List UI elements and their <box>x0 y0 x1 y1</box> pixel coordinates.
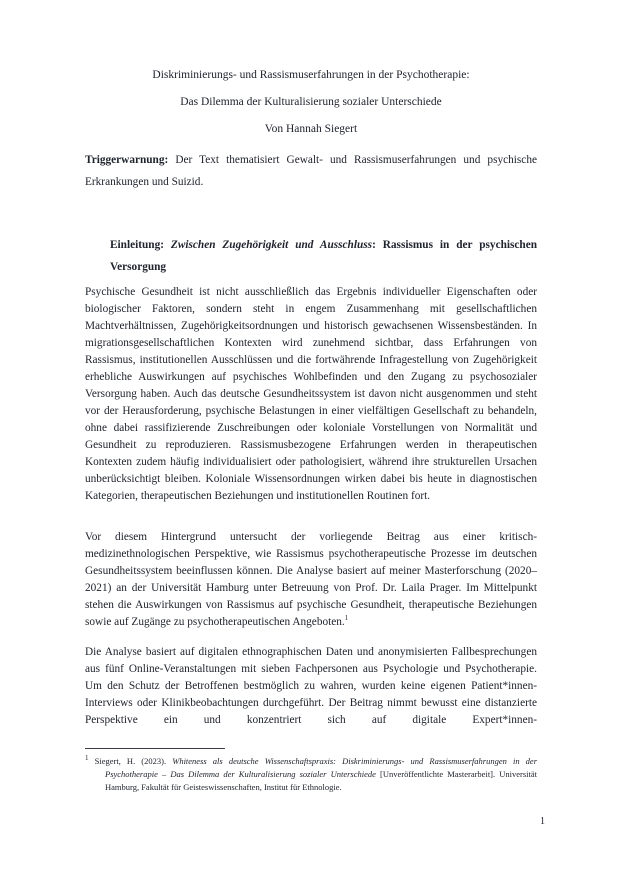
body-paragraph-3: Die Analyse basiert auf digitalen ethnographischen Daten und anonymisierten Fallbesprechungen aus fünf Online-Veranstaltungen mit sieben Fachpersonen aus Psychologie und Psychotherapie. Um den Schutz der Betroffenen bestmöglich zu wahren, wurden keine eigenen Patient*innen-Interviews oder Klinikbeobachtungen durchgeführt. Der Beitrag nimmt bewusst eine distanzierte Perspektive ein und konzentriert sich auf digitale Expert*innen- <box>85 646 537 726</box>
footnote-citation-end: [Unveröffentlichte Masterarbeit]. Universität Hamburg, Fakultät für Geisteswissenschaften, Institut für Ethnologie. <box>105 769 537 792</box>
footnote-citation-start: Siegert, H. (2023). <box>94 756 167 766</box>
trigger-warning <box>85 149 537 193</box>
footnote-citation-title: Whiteness als deutsche Wissenschaftspraxis: Diskriminierungs- und Rassismuserfahrungen in der Psychotherapie – Das Dilemma der Kulturalisierung sozialer Unterschiede <box>105 756 538 779</box>
trigger-warning-label: Triggerwarnung: <box>85 154 169 167</box>
document-title-line-2: Das Dilemma der Kulturalisierung sozialer Unterschiede <box>180 96 442 108</box>
section-heading-italic: Zwischen Zugehörigkeit und Ausschluss <box>170 239 373 251</box>
title-block <box>85 62 537 143</box>
page-number: 1 <box>540 816 545 827</box>
footnote-number: 1 <box>85 754 89 763</box>
body-paragraph-2 <box>85 529 537 631</box>
document-byline: Von Hannah Siegert <box>264 123 358 135</box>
body-paragraph-1: Psychische Gesundheit ist nicht ausschließlich das Ergebnis individueller Eigenschaften oder biologischer Faktoren, sondern steht in engem Zusammenhang mit gesellschaftlichen Machtverhältnissen, Zugehörigkeitsordnungen und historisch gewachsenen Wissensbeständen. In migrationsgesellschaftlichen Kontexten wird zunehmend sichtbar, dass Erfahrungen von Rassismus, institutionellen Ausschlüssen und die fortwährende Infragestellung von Zugehörigkeit erhebliche Auswirkungen auf psychisches Wohlbefinden und den Zugang zu psychosozialer Versorgung haben. Auch das deutsche Gesundheitssystem ist davon nicht ausgenommen und steht vor der Herausforderung, psychische Belastungen in einer vielfältigen Gesellschaft zu behandeln, ohne dabei rassifizierende Zuschreibungen oder koloniale Vorstellungen von Normalität und Gesundheit zu reproduzieren. Rassismusbezogene Erfahrungen werden in therapeutischen Kontexten zudem häufig individualisiert oder pathologisiert, während ihre strukturellen Ursachen unberücksichtigt bleiben. Koloniale Wissensordnungen wirken dabei bis heute in diagnostischen Kategorien, therapeutischen Beziehungen und institutionellen Routinen fort. <box>85 286 537 502</box>
section-heading-suffix: : Rassismus in der psychischen Versorgung <box>110 239 537 273</box>
section-heading <box>85 234 537 278</box>
document-title-line-1: Diskriminierungs- und Rassismuserfahrungen in der Psychotherapie: <box>152 69 470 81</box>
section-heading-prefix: Einleitung: <box>110 239 164 251</box>
footnote-reference-marker: 1 <box>344 614 349 623</box>
trigger-warning-text: Der Text thematisiert Gewalt- und Rassismuserfahrungen und psychische Erkrankungen und Suizid. <box>85 154 537 189</box>
footnote <box>85 755 537 794</box>
footnote-separator-rule <box>85 748 225 749</box>
body-paragraph-2-text: Vor diesem Hintergrund untersucht der vorliegende Beitrag aus einer kritisch-medizinethnologischen Perspektive, wie Rassismus psychotherapeutische Prozesse im deutschen Gesundheitssystem beeinflussen können. Die Analyse basiert auf meiner Masterforschung (2020–2021) an der Universität Hamburg unter Betreuung von Prof. Dr. Laila Prager. Im Mittelpunkt stehen die Auswirkungen von Rassismus auf psychische Gesundheit, therapeutische Beziehungen sowie auf Zugänge zu psychotherapeutischen Angeboten. <box>85 531 537 628</box>
